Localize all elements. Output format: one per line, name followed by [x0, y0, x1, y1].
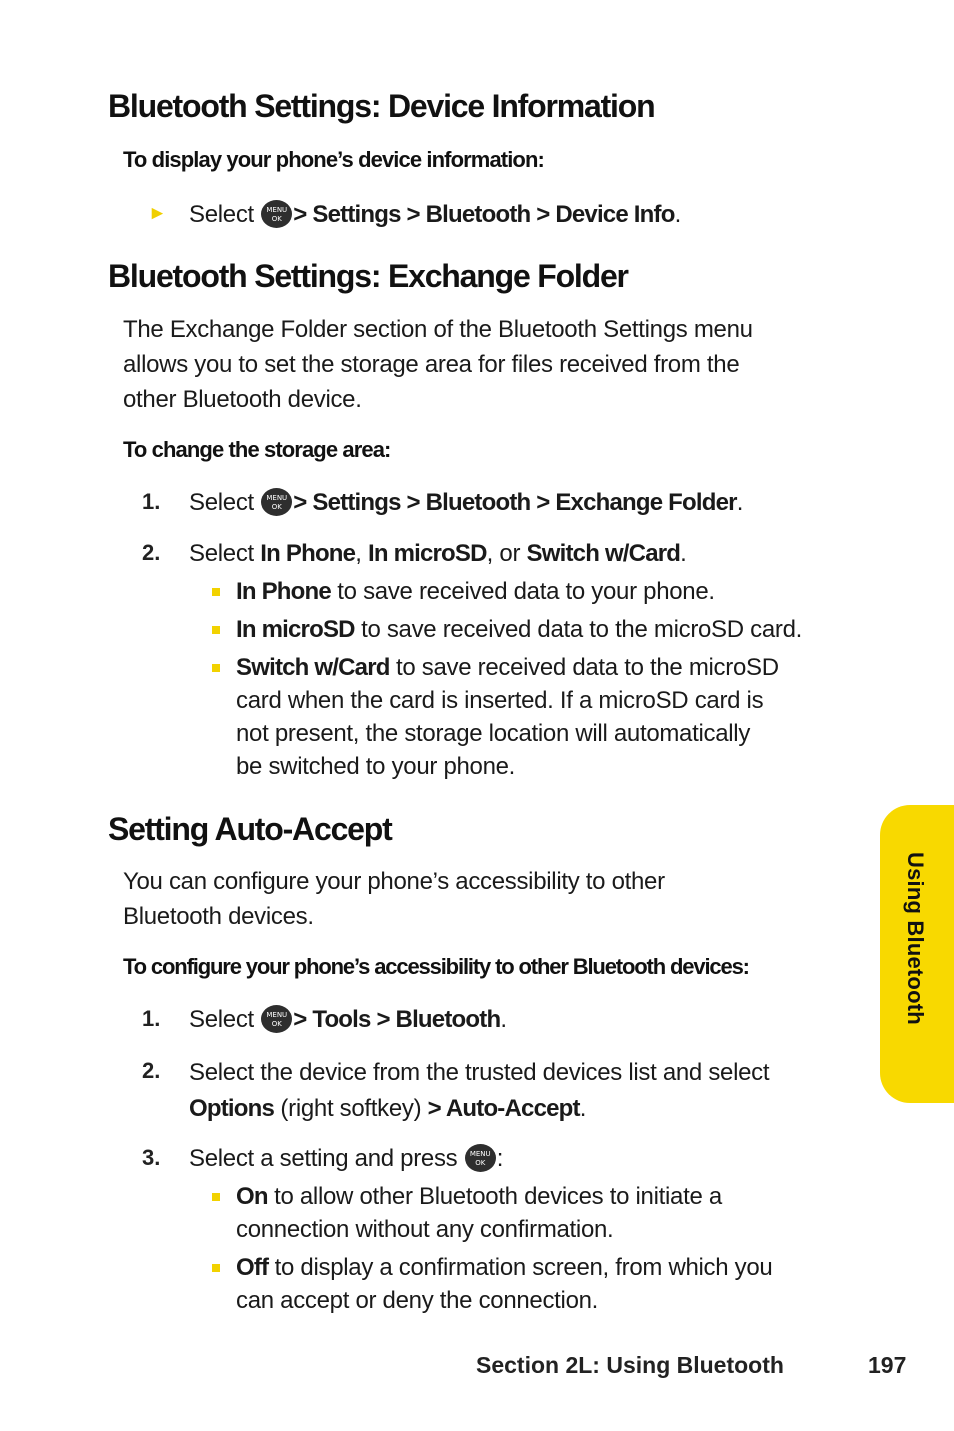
step-number: 2.	[142, 540, 161, 565]
arrow-bullet-icon: ►	[148, 203, 167, 224]
step-line: Select MENU OK > Settings > Bluetooth > Exchange Folder.	[189, 489, 744, 516]
bullet-square-icon	[212, 588, 220, 596]
step-line: Select a setting and press MENU OK :	[189, 1145, 504, 1172]
chapter-tab-label: Using Bluetooth	[903, 852, 928, 1025]
step-number: 2.	[142, 1058, 161, 1083]
list-item: Switch w/Card to save received data to the microSD card when the card is inserted. If a microSD card is not present, the storage location will automatically be switched to your phone.	[236, 654, 779, 780]
footer-section-title: Section 2L: Using Bluetooth	[476, 1352, 784, 1378]
step-number: 3.	[142, 1145, 161, 1170]
menu-path: > Settings > Bluetooth > Device Info	[293, 201, 675, 228]
list-item: On to allow other Bluetooth devices to initiate a connection without any confirmation.	[236, 1183, 722, 1243]
step-line: Select MENU OK > Settings > Bluetooth > Device Info.	[189, 201, 681, 228]
list-item: Off to display a confirmation screen, from which you can accept or deny the connection.	[236, 1254, 773, 1314]
menu-path: > Tools > Bluetooth	[293, 1006, 501, 1033]
step-number: 1.	[142, 1006, 161, 1031]
paragraph: You can configure your phone’s accessibility to other Bluetooth devices.	[123, 868, 665, 930]
menu-ok-key-icon: MENU OK	[465, 1144, 496, 1172]
heading-auto-accept: Setting Auto-Accept	[108, 811, 392, 847]
bullet-square-icon	[212, 1264, 220, 1272]
step-select-text: Select	[189, 201, 254, 228]
instruction-intro: To display your phone’s device information:	[123, 147, 544, 172]
paragraph: The Exchange Folder section of the Bluetooth Settings menu allows you to set the storage area for files received from the other Bluetooth device.	[123, 316, 753, 413]
bullet-square-icon	[212, 626, 220, 634]
bullet-square-icon	[212, 1193, 220, 1201]
heading-device-information: Bluetooth Settings: Device Information	[108, 88, 655, 124]
instruction-intro: To configure your phone’s accessibility to other Bluetooth devices:	[123, 954, 749, 979]
step-line: Select In Phone, In microSD, or Switch w/Card.	[189, 540, 687, 567]
menu-ok-key-icon: MENU OK	[261, 1005, 292, 1033]
bullet-square-icon	[212, 664, 220, 672]
menu-ok-key-icon: MENU OK	[261, 488, 292, 516]
step-line: Select the device from the trusted devices list and select Options (right softkey) > Auto-Accept.	[189, 1059, 770, 1122]
heading-exchange-folder: Bluetooth Settings: Exchange Folder	[108, 258, 628, 294]
menu-ok-key-icon: MENU OK	[261, 200, 292, 228]
menu-path: > Settings > Bluetooth > Exchange Folder	[293, 489, 737, 516]
list-item: In Phone to save received data to your phone.	[236, 578, 715, 605]
page-number: 197	[868, 1352, 907, 1378]
instruction-intro: To change the storage area:	[123, 437, 391, 462]
list-item: In microSD to save received data to the microSD card.	[236, 616, 803, 643]
step-line: Select MENU OK > Tools > Bluetooth.	[189, 1006, 507, 1033]
step-number: 1.	[142, 489, 161, 514]
